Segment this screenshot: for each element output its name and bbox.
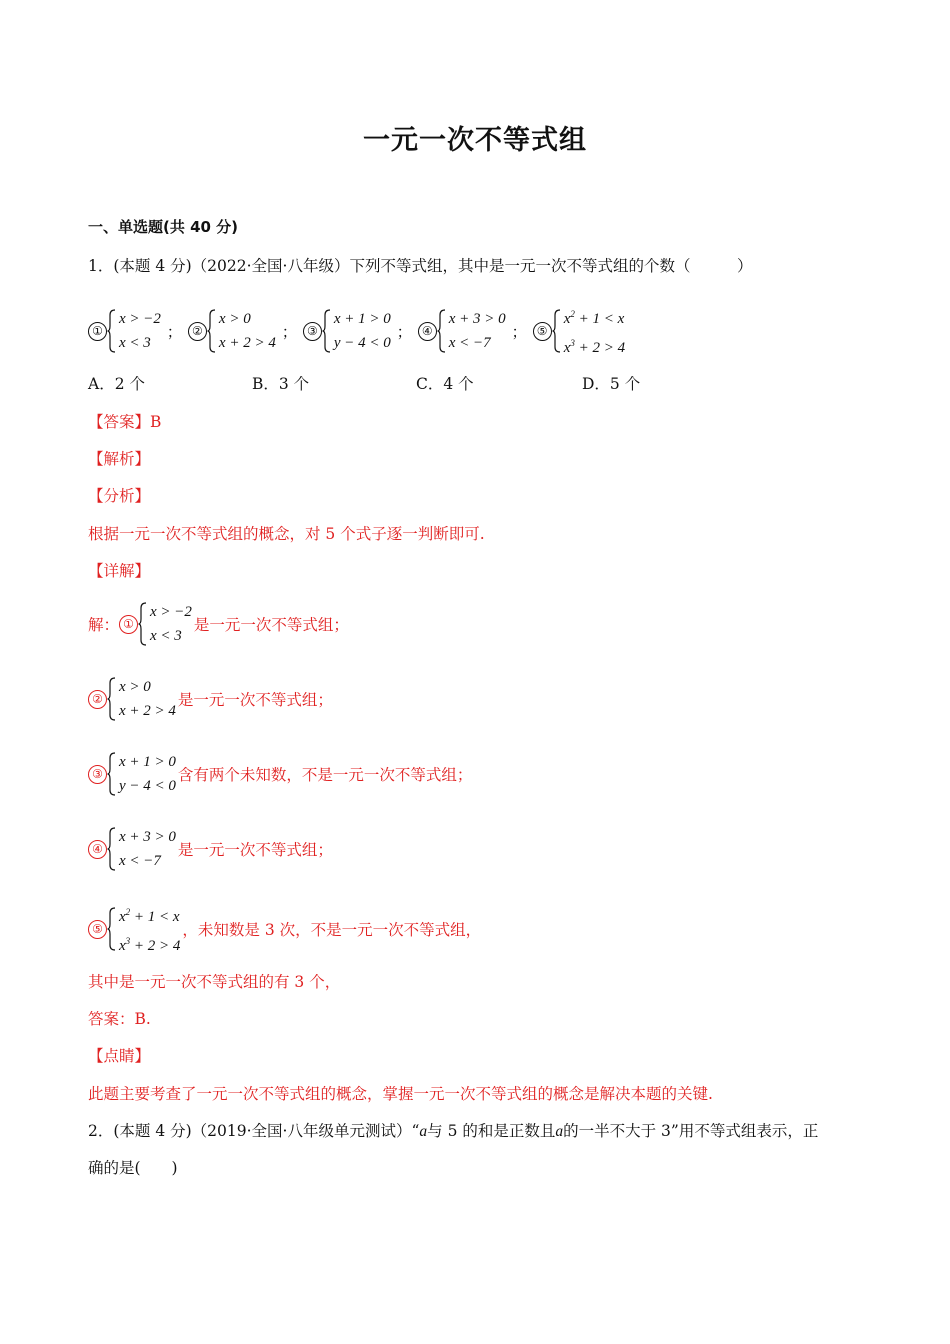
inequality-line: x + 1 > 0: [119, 754, 176, 770]
left-brace-icon: [437, 309, 446, 353]
q1-stem: 1．(本题 4 分)（2022·全国·八年级）下列不等式组，其中是一元一次不等式组的个数（ ）: [88, 257, 753, 275]
inequality-system-1: [107, 307, 161, 355]
option-d[interactable]: D．5 个: [582, 375, 641, 393]
solution-prefix: 解：: [88, 616, 120, 634]
left-brace-icon: [207, 309, 216, 353]
solution-row-3: [88, 750, 472, 798]
inequality-line: x + 2 > 4: [119, 703, 176, 719]
page-title: 一元一次不等式组: [363, 125, 587, 156]
inequality-line: x > 0: [119, 679, 151, 695]
summary-text: 其中是一元一次不等式组的有 3 个，: [88, 973, 341, 991]
solution-note: 是一元一次不等式组；: [193, 616, 349, 634]
dianjing-label: 【点睛】: [88, 1047, 151, 1065]
system-number: ⑤: [533, 322, 552, 341]
separator: ；: [166, 322, 182, 341]
analysis-text: 根据一元一次不等式组的概念，对 5 个式子逐一判断即可.: [88, 525, 485, 543]
inequality-line: x < 3: [150, 628, 182, 644]
inequality-system-2: [207, 307, 276, 355]
system-number: ③: [88, 765, 107, 784]
inequality-line: $x^3 + 2 > 4$: [563, 338, 626, 356]
inequality-system-4: [437, 307, 506, 355]
inequality-line: x > −2: [119, 311, 161, 327]
separator: ；: [396, 322, 412, 341]
left-brace-icon: [107, 309, 116, 353]
left-brace-icon: [107, 827, 116, 871]
solution-note: 含有两个未知数，不是一元一次不等式组；: [177, 766, 473, 784]
system-number: ①: [88, 322, 107, 341]
solution-note: 是一元一次不等式组；: [177, 691, 333, 709]
inequality-system-5: [552, 302, 625, 360]
solution-row-5: [88, 900, 481, 958]
separator: ；: [281, 322, 297, 341]
option-c[interactable]: C．4 个: [416, 375, 474, 393]
option-a[interactable]: A．2 个: [88, 375, 145, 393]
inequality-line: x + 3 > 0: [119, 829, 176, 845]
separator: ；: [511, 322, 527, 341]
inequality-line: $x^2 + 1 < x$: [119, 907, 180, 925]
inequality-line: x + 3 > 0: [448, 311, 506, 327]
answer-label: 【答案】B: [88, 413, 162, 431]
xiangjie-label: 【详解】: [88, 562, 151, 580]
inequality-line: x < −7: [448, 335, 491, 351]
solution-row-4: [88, 825, 333, 873]
q2-stem-line2: 确的是( ): [88, 1159, 178, 1177]
inequality-line: x < −7: [119, 853, 161, 869]
option-b[interactable]: B．3 个: [252, 375, 310, 393]
inequality-line: x + 2 > 4: [218, 335, 276, 351]
system-number: ③: [303, 322, 322, 341]
system-number: ④: [88, 840, 107, 859]
left-brace-icon: [107, 752, 116, 796]
jiexi-label: 【解析】: [88, 450, 151, 468]
left-brace-icon: [322, 309, 331, 353]
section-heading: 一、单选题(共 40 分): [88, 218, 239, 236]
comment-text: 此题主要考查了一元一次不等式组的概念，掌握一元一次不等式组的概念是解决本题的关键.: [88, 1085, 713, 1103]
system-number: ②: [188, 322, 207, 341]
left-brace-icon: [107, 907, 116, 951]
inequality-line: y − 4 < 0: [333, 335, 391, 351]
solution-row-1: [88, 600, 349, 648]
variable-a: a: [419, 1123, 428, 1140]
system-number: ②: [88, 690, 107, 709]
left-brace-icon: [107, 677, 116, 721]
left-brace-icon: [552, 309, 561, 353]
inequality-line: x > −2: [150, 604, 192, 620]
solution-row-2: [88, 675, 333, 723]
system-number: ①: [119, 615, 138, 634]
system-number: ④: [418, 322, 437, 341]
inequality-line: $x^3 + 2 > 4$: [119, 936, 181, 954]
q2-stem-line1: 2．(本题 4 分)（2019·全国·八年级单元测试）“a与 5 的和是正数且a的一半不大于 3”用不等式组表示，正: [88, 1122, 819, 1140]
inequality-line: x > 0: [218, 311, 251, 327]
final-answer: 答案：B.: [88, 1010, 151, 1028]
inequality-line: x + 1 > 0: [333, 311, 391, 327]
inequality-line: $x^2 + 1 < x$: [563, 309, 625, 327]
inequality-line: y − 4 < 0: [119, 778, 176, 794]
system-number: ⑤: [88, 920, 107, 939]
solution-note: 是一元一次不等式组；: [177, 841, 333, 859]
inequality-line: x < 3: [119, 335, 151, 351]
inequality-system-3: [322, 307, 391, 355]
solution-note: ，未知数是 3 次，不是一元一次不等式组，: [182, 921, 482, 939]
q1-systems-row: [88, 302, 625, 360]
fenxi-label: 【分析】: [88, 487, 151, 505]
variable-a: a: [555, 1123, 564, 1140]
left-brace-icon: [138, 602, 147, 646]
